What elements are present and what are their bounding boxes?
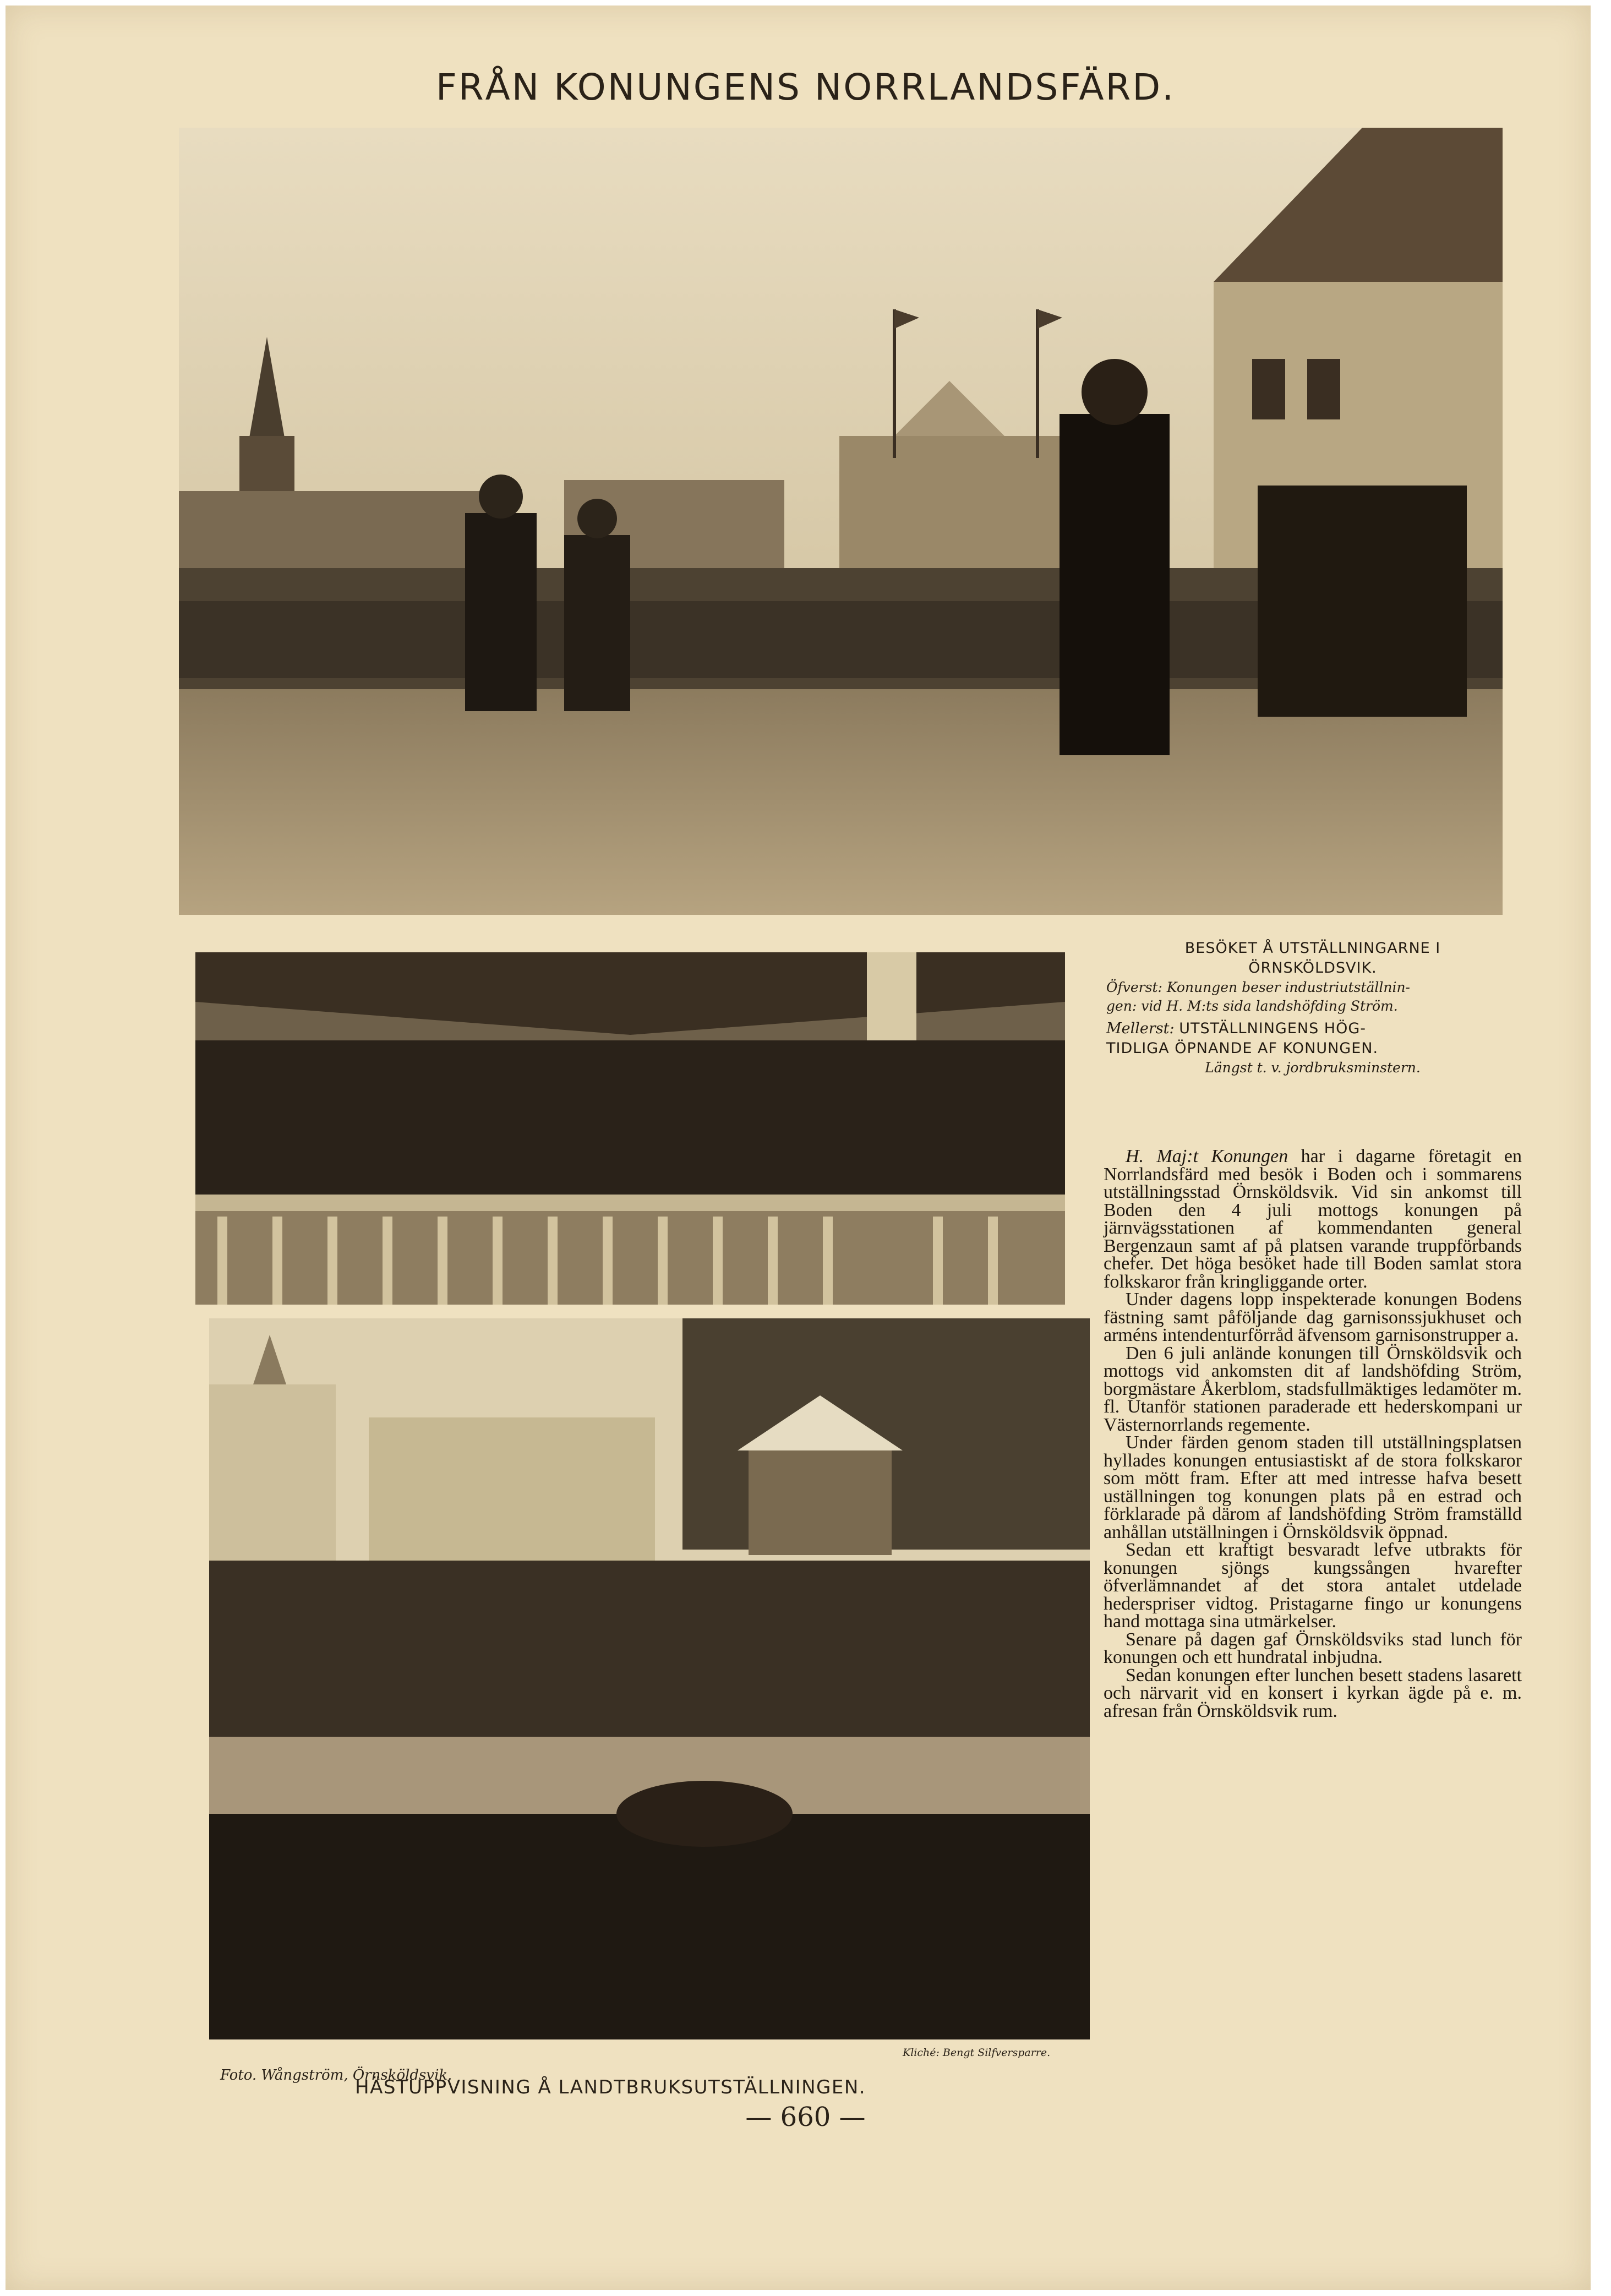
caption-block [1106,939,1519,1077]
photo-horse-show-graphic [209,1318,1090,2039]
caption-top-text-line1: Konungen beser industriutställnin- [1166,979,1410,995]
caption-top-label: Öfverst: [1106,979,1162,995]
caption-top [1106,978,1519,1016]
caption-heading-line2: ÖRNSKÖLDSVIK. [1248,959,1377,977]
article-paragraph-5: Sedan ett kraftigt besvaradt lefve utbrakts för konungen sjöngs kungssången hvarefter öfverlämnandet af det stora antalet utdelade hederspriser vidtog. Pristagarne fingo ur konungens hand mottaga sina utmärkelser. [1104,1540,1522,1632]
caption-top-text-line2: gen: vid H. M:ts sida landshöfding Ström. [1106,998,1398,1014]
caption-middle-text-line2: TIDLIGA ÖPNANDE AF KONUNGEN. [1106,1040,1379,1057]
photo-kings-visit-graphic [179,128,1503,915]
article-paragraph-7: Sedan konungen efter lunchen besett stadens lasarett och närvarit vid en konsert i kyrkan ägde på e. m. afresan från Örnsköldsvik rum. [1104,1665,1522,1721]
article-body [1104,1148,1522,1720]
cliche-credit: Kliché: Bengt Silfversparre. [903,2047,1051,2059]
article-lead: H. Maj:t Konungen [1126,1146,1288,1166]
photo-opening-pavilion [195,952,1065,1305]
page-number: — 660 — [745,2102,866,2133]
article-paragraph-2: Under dagens lopp inspekterade konungen Bodens fästning samt påföljande dag garnisonssjukhuset och arméns intendenturförråd äfvensom garnisonstrupper a. [1104,1289,1522,1345]
page-title: FRÅN KONUNGENS NORRLANDSFÄRD. [435,66,1176,108]
article-paragraph-1 [1104,1148,1522,1291]
article-paragraph-4: Under färden genom staden till utställningsplatsen hyllades konungen entusiastiskt af de stora folkskaror som mött fram. Efter att med intresse hafva besett uställningen tog konungen plats på en estrad och förklarade på därom af landshöfding Ström framställd anhållan utställningen i Örnsköldsvik öppnad. [1104,1432,1522,1542]
caption-middle-text-line1: UTSTÄLLNINGENS HÖG- [1179,1020,1367,1037]
photo-opening-pavilion-graphic [195,952,1065,1305]
caption-middle [1106,1019,1519,1059]
caption-middle-label: Mellerst: [1106,1020,1175,1037]
bottom-photo-caption: HÄSTUPPVISNING Å LANDTBRUKSUTSTÄLLNINGEN. [355,2076,866,2098]
photo-horse-show [209,1318,1090,2039]
caption-last: Längst t. v. jordbruksminstern. [1205,1060,1421,1076]
article-paragraph-6: Senare på dagen gaf Örnsköldsviks stad lunch för konungen och ett hundratal inbjudna. [1104,1629,1522,1667]
photo-credit: Foto. Wångström, Örnsköldsvik. [220,2067,452,2084]
photo-kings-visit [179,128,1503,915]
article-paragraph-3: Den 6 juli anlände konungen till Örnsköldsvik och mottogs vid ankomsten dit af landshöfding Ström, borgmästare Åkerblom, stadsfullmäktiges ledamöter m. fl. Utanför stationen paraderade ett hederskompani ur Västernorrlands regemente. [1104,1343,1522,1435]
caption-heading-line1: BESÖKET Å UTSTÄLLNINGARNE I [1184,940,1441,957]
article-p1-text: har i dagarne företagit en Norrlandsfärd med besök i Boden och i sommarens utställningsstad Örnsköldsvik. Vid sin ankomst till Boden den 4 juli mottogs konungen på järnvägsstationen af kommendanten general Bergenzaun samt af på platsen varande truppförbands chefer. Det höga besöket hade till Boden samlat stora folkskaror från kringliggande orter. [1104,1146,1522,1292]
